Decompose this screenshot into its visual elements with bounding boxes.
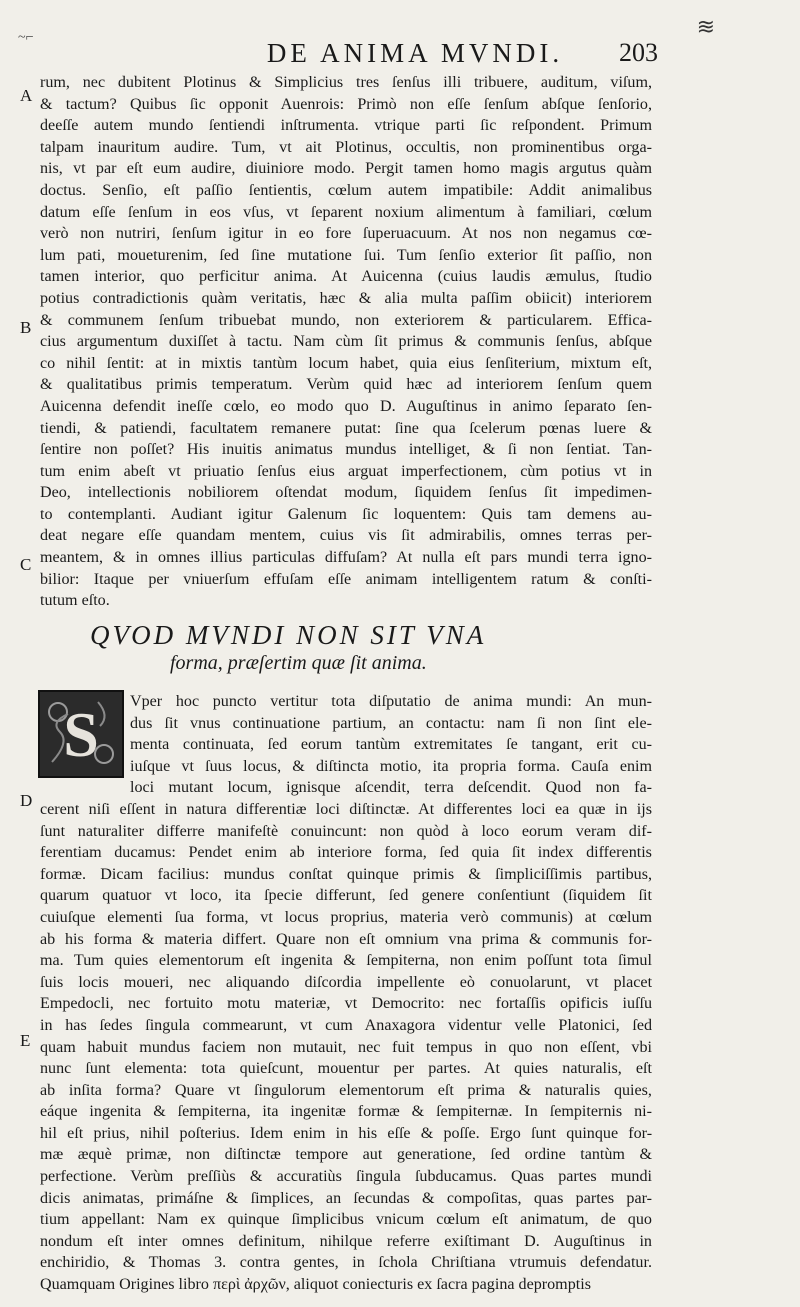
text-line: & qualitatibus primis temperatum. Verùm quid hæc ad interiorem ſenſum quem bbox=[40, 376, 652, 394]
text-line: & tactum? Quibus ſic opponit Auenrois: Primò non eſſe ſenſum abſque ſenſorio, bbox=[40, 95, 652, 113]
text-line: ſuis locis moueri, nec aliquando diſcordia impellente eò conuolarunt, vt placet bbox=[40, 973, 652, 991]
text-line: ab his forma & materia differt. Quare non eſt omnium vna prima & communis for- bbox=[40, 930, 652, 948]
text-line: ſentire non poſſet? His inuitis animatus mundus intelliget, & ſi non ſentiat. Tan- bbox=[40, 441, 652, 459]
running-header: DE ANIMA MVNDI. bbox=[266, 38, 564, 68]
text-line: loci mutant locum, ignisque aſcendit, terra deſcendit. Quod non fa- bbox=[130, 779, 652, 797]
text-line: in has ſedes ſingula commearunt, vt cum Anaxagora videntur velle Platonici, ſed bbox=[40, 1016, 652, 1034]
margin-letter-c: C bbox=[20, 555, 32, 574]
text-line: rum, nec dubitent Plotinus & Simplicius tres ſenſus illi tribuere, auditum, viſum, bbox=[40, 74, 652, 91]
ink-mark: ~⌐ bbox=[18, 30, 34, 45]
text-line: doctus. Senſio, eſt paſſio ſentientis, cœlum autem impatibile: Addit animalibus bbox=[40, 181, 652, 199]
text-line: dus ſit vnus continuatione partium, an contactu: nam ſi non ſint ele- bbox=[130, 714, 652, 732]
page-number: 203 bbox=[619, 38, 658, 67]
text-line: talpam inauritum audire. Tum, vt ait Plotinus, occultis, non prominentibus orga- bbox=[40, 138, 652, 156]
text-line: ab inſita forma? Quare vt ſingulorum elementorum eſt prima & naturalis quies, bbox=[40, 1081, 652, 1099]
text-line: nis, vt par eſt eum audire, diuiniore modo. Pergit tamen homo magis argutus quàm bbox=[40, 160, 652, 178]
text-line: quam habuit mundus faciem non mutauit, nec fuit tempus in quo non eſſent, vbi bbox=[40, 1038, 652, 1056]
text-line: cius argumentum duxiſſet à tactu. Nam cùm ſit primus & communis ſenſus, abſque bbox=[40, 333, 652, 351]
text-line: cerent niſi eſſent in natura differentiæ loci diſtinctæ. At differentes loci ea quæ in ijs bbox=[40, 800, 652, 818]
text-line: Deo, intellectionis nobiliorem oſtendat modum, ſiquidem ſenſus ſit impedimen- bbox=[40, 484, 652, 502]
body-text-section-one bbox=[40, 72, 652, 612]
text-line: verò non nutriri, ſenſum igitur in eo fore ſuperuacuum. At nos non negamus cœ- bbox=[40, 225, 652, 243]
text-line: nunc ſunt elementa: tota quieſcunt, mouentur per partes. At quies naturalis, eſt bbox=[40, 1060, 652, 1078]
text-line: formæ. Dicam facilius: mundus conſtat quinque primis & ſimpliciſſimis partibus, bbox=[40, 865, 652, 883]
text-line: nondum eſt inter omnes definitum, nihilque referre exiſtimant D. Auguſtinus in bbox=[40, 1232, 652, 1250]
margin-letter-e: E bbox=[20, 1031, 31, 1050]
text-line: potius contradictionis quàm veritatis, hæc & alia multa paſſim obiicit) interiorem bbox=[40, 289, 652, 307]
text-line: tiendi, & patiendi, facultatem remanere putat: ſine qua ſcelerum pœnas luere & bbox=[40, 419, 652, 437]
margin-letter-d: D bbox=[20, 791, 33, 810]
text-line: deat negare eſſe quandam mentem, cuius vis ſit admirabilis, omnes terras per- bbox=[40, 527, 652, 545]
text-line: Empedocli, nec fortuito motu materiæ, vt Democrito: nec fortaſſis opificis iuſſu bbox=[40, 995, 652, 1013]
text-line: dicis animatas, primáſne & ſimplices, an ſecundas & compoſitas, quas partes par- bbox=[40, 1189, 652, 1207]
svg-text:S: S bbox=[63, 699, 99, 770]
text-line: tium appellant: Nam ex quinque ſimplicibus vnicum cœlum eſt animatum, de quo bbox=[40, 1211, 652, 1229]
text-line: Auicenna defendit ineſſe cœlo, eo modo quo D. Auguſtinus in animo ſeparato ſen- bbox=[40, 397, 652, 415]
text-line: eáque ingenita & ſempiterna, ita ingenitæ formæ & ſempiternæ. In ſempiternis ni- bbox=[40, 1103, 652, 1121]
text-line: tum enim abeſt vt priuatio ſenſus eius arguat imperfectionem, cùm potius vt in bbox=[40, 462, 652, 480]
body-text-section-two bbox=[40, 691, 652, 1296]
text-line: & communem ſenſum tribuebat mundo, non exteriorem & particularem. Effica- bbox=[40, 311, 652, 329]
margin-letter-b: B bbox=[20, 318, 32, 337]
text-line: Quamquam Origines libro περὶ ἀρχῶν, aliquot coniecturis ex ſacra pagina depromptis bbox=[40, 1276, 591, 1294]
text-line: ma. Tum quies elementorum eſt ingenita & ſempiterna, non enim poſſunt tota ſimul bbox=[40, 952, 652, 970]
text-line: bilior: Itaque per vniuerſum effuſam eſſe animam intelligentem ratum & conſti- bbox=[40, 570, 652, 588]
corner-ink-mark: ≋ bbox=[696, 14, 715, 39]
text-line: deeſſe autem mundo ſentiendi inſtrumenta. vtrique parti ſic reſpondent. Primum bbox=[40, 117, 652, 135]
text-line: to contemplanti. Audiant igitur Galenum ſic loquentem: Quis tam demens au- bbox=[40, 505, 652, 523]
text-line: co nihil ſentit: at in mixtis tantùm locum habet, quia eius ſenſiterium, mixtum eſt, bbox=[40, 354, 652, 372]
text-line: iuſque vt ſuus locus, & diſtincta motio, ita propria forma. Cauſa enim bbox=[130, 757, 652, 775]
section-subheading: forma, præſertim quæ ſit anima. bbox=[170, 652, 427, 674]
text-line: ferentiam ducamus: Pendet enim ab interiore forma, ſed quia ſit index differentis bbox=[40, 844, 652, 862]
text-line: Vper hoc puncto vertitur tota diſputatio de anima mundi: An mun- bbox=[130, 693, 652, 710]
text-line: mæ æquè primæ, non diſtinctæ tempore aut generatione, ſed ordine tantùm & bbox=[40, 1146, 652, 1164]
section-heading: QVOD MVNDI NON SIT VNA bbox=[90, 620, 487, 650]
text-line: tamen interior, quo perficitur anima. At Auicenna (cuius laudis æmulus, ſtudio bbox=[40, 268, 652, 286]
text-line: ſunt naturaliter differre manifeſtè conuincunt: non quòd à loco eorum veram dif- bbox=[40, 822, 652, 840]
text-line: hil eſt prius, nihil poſterius. Idem enim in his eſſe & poſſe. Ergo ſunt quinque for- bbox=[40, 1124, 652, 1142]
text-line: tutum eſto. bbox=[40, 592, 110, 610]
text-line: menta continuata, ſed eorum tantùm extremitates ſe tangant, erit cu- bbox=[130, 736, 652, 754]
text-line: quarum quatuor vt loco, ita ſpecie differunt, ſed genere conſentiunt (ſiquidem ſit bbox=[40, 887, 652, 905]
text-line: datum eſſe ſenſum in eos vſus, vt ſeparent noxium alimentum à familiari, cœlum bbox=[40, 203, 652, 221]
text-line: perfectione. Verùm preſſiùs & accuratiùs ſingula ſubducamus. Quas partes mundi bbox=[40, 1168, 652, 1186]
text-line: enchiridio, & Thomas 3. contra gentes, in ſchola Chriſtiana vtrumuis defendatur. bbox=[40, 1254, 652, 1272]
margin-letter-a: A bbox=[20, 86, 33, 105]
text-line: meantem, & in omnes illius particulas diffuſam? At nulla eſt pars mundi terra igno- bbox=[40, 549, 652, 567]
text-line: lum pati, moueturenim, ſed ſine mutatione ſui. Tum ſenſio exterior ſit paſſio, non bbox=[40, 246, 652, 264]
text-line: cuiuſque elementi ſua forma, vt locus proprius, materia verò communis) at cœlum bbox=[40, 908, 652, 926]
